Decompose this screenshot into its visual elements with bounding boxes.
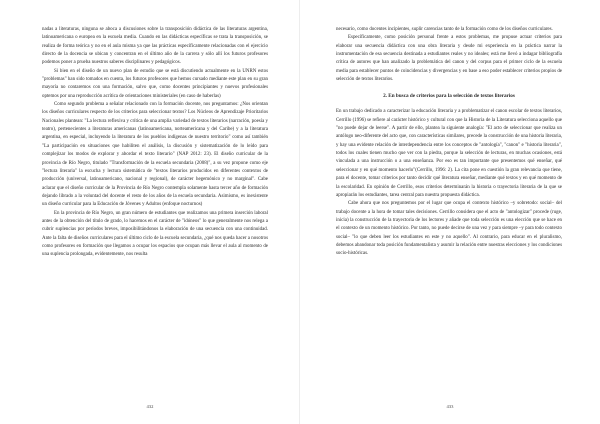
right-paragraph-4: Cabe ahora que nos preguntemos por el lugar que ocupa el contexto histórico –y sobretodo: social– del trabajo docente a la hora de tomar tales decisiones. Cerrillo considera que el acto de "antologizar" procede (ruge, inicia) la construcción de la trayectoria de los lectores y añade que toda selección es una elección que se hace en el contexto de un momento histórico. Por tanto, no puede decirse de una vez y para siempre –y para todo contexto social– "lo que deben leer los estudiantes en este y no aquello". Al contrario, para educar en el pluralismo, debemos abandonar toda posición fundamentalista y asumir la relación entre nuestras elecciones y los condiciones socio-históricas. <box>336 201 562 257</box>
left-paragraph-2: Si bien en el diseño de un nuevo plan de estudio que se está discutiendo actualmente en la UNRN estos "problemas" han sido tomados en cuenta, los futuros profesores que hemos cursado mediante este plan en su gran mayoría no contaremos con una formación, salvo que, como docentes principiantes y nuevos profesionales optemos por una reproducción acrítica de orientaciones ministeriales (en caso de haberlas) <box>42 68 268 99</box>
left-paragraph-4: En la provincia de Río Negro, un gran número de estudiantes que realizamos una primera inserción laboral antes de la obtención del título de grado, lo hacemos en el carácter de "idóneos" lo que generalmente nos relega a cubrir suplencias por períodos breves, imposibilitándonos la elaboración de una secuencia con una continuidad. Ante la falta de diseños curriculares para el último ciclo de la escuela secundaria, ¿qué nos queda hacer a nosotros como profesores en formación que llegamos a ocupar los espacios que ocupan más llevar el aula al momento de una suplencia prolongada, evidentemente, nos resulta <box>42 210 268 258</box>
section-heading: 2. En busca de criterios para la selección de textos literarios <box>383 93 515 100</box>
right-paragraph-1: necesario, como docentes incipientes, suplir carencias tanto de la formación como de los diseños curriculares. <box>336 27 553 32</box>
left-page-body <box>42 26 268 260</box>
right-page-number: 433 <box>446 404 454 409</box>
left-paragraph-3: Como segundo problema a señalar relacionado con la formación docente, nos preguntamos: ¿Nos orientan los diseños curriculares respecto de los criterios para seleccionar textos? Los Núcleos de Aprendizaje Prioritarios Nacionales plantean: "La lectura reflexiva y crítica de una amplia variedad de textos literarios (narración, poesía y teatro), pertenecientes a literaturas americanas (latinoamericana, norteamericana y del Caribe) y a la literatura argentina, en especial, incluyendo la literatura de los pueblos indígenas de nuestro territorio" como así también "La participación en situaciones que habiliten el análisis, la discusión y sistematización de lo leído para complejizar los modos de explorar y abordar el texto literario" (NAP 2012: 23). El diseño curricular de la provincia de Río Negro, titulado "Transformación de la escuela secundaria (2008)", a su vez propone como eje "lectura literaria" la escucha y lectura sistemática de "textos literarios producidos en diferentes contextos de producción (universal, latinoamericano, nacional y regional), de carácter hegemónico y no marginal". Cabe aclarar que el diseño curricular de la Provincia de Río Negro contempla solamente hasta tercer año de formación dejando librado a la voluntad del docente el resto de los años de la escuela secundaria. Asimismo, es inexistente un diseño curricular para la Educación de Jóvenes y Adultos (enfoque nocturnos) <box>42 102 268 208</box>
left-paragraph-1: nadas a literaturas, ninguna se aboca a discusiones sobre la transposición didáctica de las literaturas argentina, latinoamericana o europea en la escuela media. Cuando en las didácticas específicas se trata la transposición, se realiza de forma teórica y no en el aula misma ya que las prácticas específicamente relacionadas con el ejercicio directo de la docencia se ubican y concentran en el último año de la carrera y sólo allí los futuros profesores podemos poner a prueba nuestros saberes disciplinares y pedagógicos. <box>42 27 268 66</box>
right-page <box>300 0 600 424</box>
right-paragraph-3: En un trabajo dedicado a caracterizar la educación literaria y a problematizar el canon escolar de textos literarios, Cerrillo (1996) se refiere al carácter histórico y cultural con que la Historia de la Literatura selecciona aquello que "no puede dejar de leerse". A partir de ello, plantea la siguiente analogía: "El acto de seleccionar que realiza un antólogo neo-diferente del acto que, con características similares, precede la construcción de una historia literaria, y hay una evidente relación de interdependencia entre los conceptos de "antología", "canon" e "historia literaria", todos los cuales tienen mucho que ver con la piedra, porque la selección de lecturas, en muchas ocasiones, está vinculada a una instrucción o a una enseñanza. Por eso es tan importante que presentemos qué enseñar, qué seleccionar y en qué momento hacerlo"(Cerrillo, 1996: 2). La cita pone en cuestión la gran relevancia que tiene, para el docente, tomar criterios por tanto decidir qué literatura enseñar, mediante qué textos y en qué momento de la escolaridad. En opinión de Cerrillo, esos criterios determinarán la historia o trayectoria literaria de la que se apropiarán los estudiantes, tarea central para nuestra propuesta didáctica. <box>336 109 562 198</box>
right-paragraph-2: Específicamente, como posición personal frente a estos problemas, me propuse actuar criterios para elaborar una secuencia didáctica con una obra literaria y desde mi experiencia en la práctica narrar la instrumentación de esa secuencia destinada a estudiantes reales y no ideales; está me llevó a indagar bibliografía crítica de autores que han analizado la problemática del canon y del corpus para el primer ciclo de la escuela media para establecer puntos de coincidencias y divergencias y en base a eso poder establecer criterios propios de selección de textos literarios. <box>336 35 562 83</box>
left-page-number: 432 <box>146 404 154 409</box>
right-page-body <box>336 26 562 259</box>
